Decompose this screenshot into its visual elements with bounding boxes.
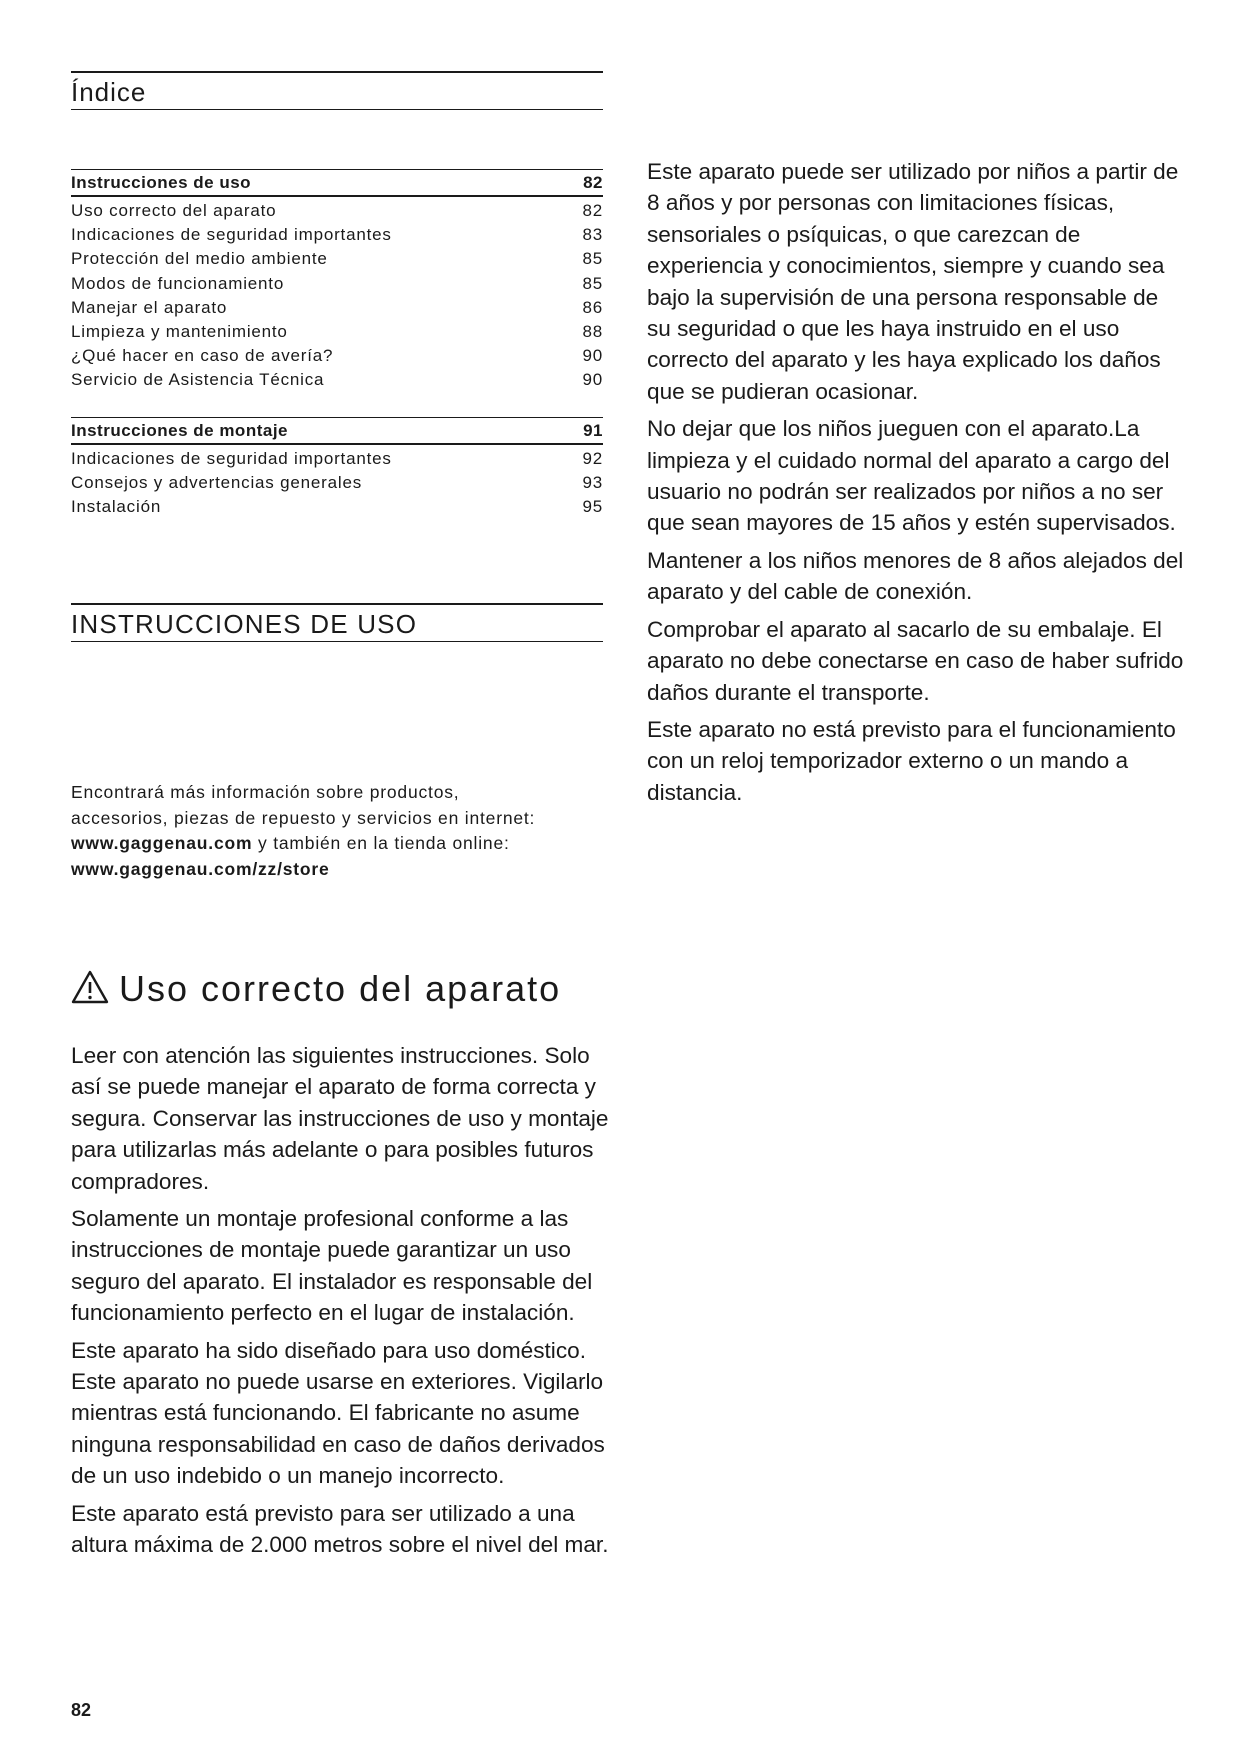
toc-item[interactable] [71, 221, 603, 245]
toc-item[interactable] [71, 342, 603, 366]
toc-item-label: Limpieza y mantenimiento [71, 321, 288, 341]
toc-item-page: 93 [582, 473, 603, 493]
toc-usage-header[interactable] [71, 169, 603, 197]
more-info-line: accesorios, piezas de repuesto y servicios en internet: [71, 807, 536, 828]
toc-item-page: 82 [582, 201, 603, 220]
body-paragraph: Comprobar el aparato al sacarlo de su embalaje. El aparato no debe conectarse en caso de haber sufrido daños durante el transporte. [647, 616, 1184, 705]
toc-item[interactable] [71, 197, 603, 221]
toc-item-page: 92 [582, 449, 603, 468]
toc-item-label: Uso correcto del aparato [71, 201, 277, 220]
toc-item-page: 85 [582, 273, 603, 293]
toc-item[interactable] [71, 318, 603, 342]
toc-item[interactable] [71, 445, 603, 469]
instructions-heading [71, 603, 603, 642]
toc-assembly-title: Instrucciones de montaje [71, 421, 288, 440]
toc-item-page: 90 [582, 346, 603, 366]
toc-item[interactable] [71, 469, 603, 493]
right-body [647, 156, 1187, 814]
toc-assembly-page: 91 [583, 421, 603, 440]
toc-item-page: 95 [582, 497, 603, 517]
body-paragraph: Leer con atención las siguientes instrucciones. Solo así se puede manejar el aparato de forma correcta y segura. Conservar las instrucciones de uso y montaje para utilizarlas más adelante o para posibles futuros compradores. [71, 1043, 609, 1194]
body-paragraph: No dejar que los niños jueguen con el aparato.La limpieza y el cuidado normal del aparato a cargo del usuario no podrán ser realizados por niños a no ser que sean mayores de 15 años y estén supervisados. [647, 416, 1176, 536]
more-info-block [71, 780, 611, 882]
page-number: 82 [71, 1700, 92, 1720]
section-title-text: Uso correcto del aparato [119, 968, 562, 1009]
more-info-line [71, 831, 611, 857]
toc-item-page: 83 [582, 225, 603, 245]
body-paragraph: Este aparato no está previsto para el funcionamiento con un reloj temporizador externo o un mando a distancia. [647, 716, 1176, 805]
body-paragraph: Mantener a los niños menores de 8 años alejados del aparato y del cable de conexión. [647, 547, 1184, 605]
toc-item[interactable] [71, 493, 603, 517]
toc-item[interactable] [71, 270, 603, 294]
toc-item-page: 86 [582, 297, 603, 317]
index-heading [71, 71, 603, 110]
toc-item[interactable] [71, 294, 603, 318]
toc-item-page: 90 [582, 370, 603, 390]
more-info-line: Encontrará más información sobre productos, [71, 782, 460, 802]
index-heading-text: Índice [71, 77, 147, 107]
toc-usage [71, 169, 603, 391]
toc-assembly-header[interactable] [71, 417, 603, 445]
toc-item-label: Instalación [71, 497, 162, 517]
instructions-heading-text: INSTRUCCIONES DE USO [71, 609, 418, 639]
body-paragraph: Este aparato puede ser utilizado por niños a partir de 8 años y por personas con limitaciones físicas, sensoriales o psíquicas, o que carezcan de experiencia y conocimientos, siempre y cuando sea bajo la supervisión de una persona responsable de su seguridad o que les haya instruido en el uso correcto del aparato y les haya explicado los daños que se pudieran ocasionar. [647, 159, 1179, 404]
toc-item[interactable] [71, 366, 603, 390]
body-paragraph: Solamente un montaje profesional conforme a las instrucciones de montaje puede garantizar un uso seguro del aparato. El instalador es responsable del funcionamiento perfecto en el lugar de instalación. [71, 1206, 593, 1326]
toc-item-label: Modos de funcionamiento [71, 273, 285, 293]
toc-item-label: Indicaciones de seguridad importantes [71, 449, 392, 468]
more-info-text: y también en la tienda online: [252, 833, 510, 853]
toc-item-label: Servicio de Asistencia Técnica [71, 370, 325, 390]
toc-item-label: Protección del medio ambiente [71, 249, 328, 269]
section-title [71, 966, 631, 1016]
toc-item-page: 85 [582, 249, 603, 269]
toc-item-label: Consejos y advertencias generales [71, 473, 362, 493]
warning-triangle-icon [71, 970, 109, 1004]
website-link[interactable]: www.gaggenau.com [71, 833, 253, 853]
toc-item[interactable] [71, 245, 603, 269]
toc-item-page: 88 [582, 321, 603, 341]
toc-item-label: ¿Qué hacer en caso de avería? [71, 346, 334, 366]
more-info-line [71, 857, 611, 883]
toc-usage-page: 82 [583, 173, 603, 192]
body-paragraph: Este aparato ha sido diseñado para uso doméstico. Este aparato no puede usarse en exteriores. Vigilarlo mientras está funcionando. El fabricante no asume ninguna responsabilidad en caso de daños derivados de un uso indebido o un manejo incorrecto. [71, 1337, 605, 1489]
body-paragraph: Este aparato está previsto para ser utilizado a una altura máxima de 2.000 metros sobre el nivel del mar. [71, 1500, 609, 1558]
left-body [71, 1040, 611, 1567]
toc-assembly [71, 417, 603, 518]
toc-item-label: Indicaciones de seguridad importantes [71, 225, 392, 245]
toc-usage-title: Instrucciones de uso [71, 173, 252, 192]
store-link[interactable]: www.gaggenau.com/zz/store [71, 858, 330, 879]
toc-item-label: Manejar el aparato [71, 297, 228, 317]
